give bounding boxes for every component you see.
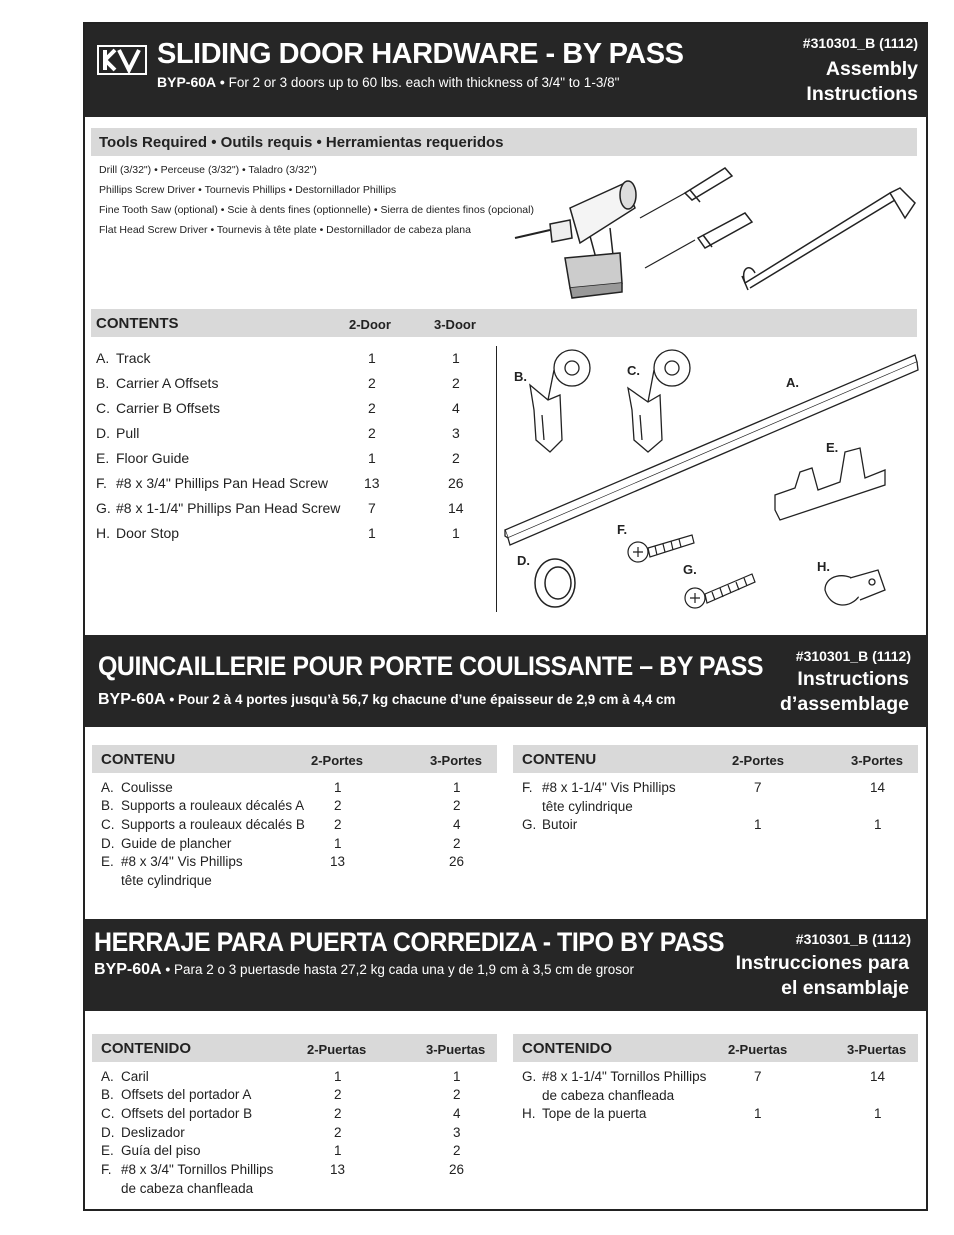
- item-qty-2: 2: [334, 1087, 342, 1102]
- floor-guide-icon: [775, 448, 885, 520]
- item-letter: E.: [96, 450, 110, 466]
- spanish-doc-type-1: Instrucciones para: [735, 952, 909, 974]
- spanish-contents-header-left: [92, 1034, 497, 1062]
- item-name: Deslizador: [121, 1125, 185, 1140]
- item-name: Tope de la puerta: [542, 1106, 647, 1121]
- item-qty-2: 13: [330, 854, 346, 869]
- item-name: #8 x 3/4" Tornillos Phillips: [121, 1162, 274, 1177]
- item-qty-3: 14: [870, 780, 886, 795]
- tools-heading: Tools Required • Outils requis • Herramientas requeridos: [99, 134, 504, 151]
- pull-icon: [535, 559, 575, 607]
- item-qty-2: 2: [334, 798, 342, 813]
- item-name-line2: tête cylindrique: [542, 799, 633, 814]
- item-qty-2: 2: [334, 817, 342, 832]
- item-qty-3: 4: [452, 400, 460, 416]
- item-qty-2: 7: [368, 500, 376, 516]
- item-letter: H.: [522, 1106, 536, 1121]
- item-name: Offsets del portador B: [121, 1106, 253, 1121]
- part-label-d: D.: [517, 553, 530, 568]
- item-qty-3: 2: [452, 450, 460, 466]
- english-description: For 2 or 3 doors up to 60 lbs. each with thickness of 3/4" to 1-3/8": [228, 75, 620, 90]
- french-contents-heading: CONTENU: [522, 751, 597, 768]
- spanish-column-3: 3-Puertas: [847, 1042, 907, 1057]
- tool-item: Flat Head Screw Driver • Tournevis à tête plate • Destornillador de cabeza plana: [99, 224, 471, 236]
- french-column-2: 2-Portes: [732, 753, 785, 768]
- item-qty-3: 1: [452, 525, 460, 541]
- item-name: Guide de plancher: [121, 836, 232, 851]
- spanish-description: Para 2 o 3 puertasde hasta 27,2 kg cada una y de 1,9 cm à 3,5 cm de grosor: [174, 962, 635, 977]
- english-bullet: •: [219, 74, 225, 90]
- contents-heading: CONTENTS: [96, 315, 179, 332]
- french-column-3: 3-Portes: [851, 753, 904, 768]
- spanish-column-3: 3-Puertas: [426, 1042, 486, 1057]
- item-letter: H.: [96, 525, 110, 541]
- item-qty-3: 4: [453, 817, 461, 832]
- item-name: Pull: [116, 425, 140, 441]
- item-qty-2: 7: [754, 1069, 762, 1084]
- item-letter: E.: [101, 1143, 114, 1158]
- item-qty-3: 1: [453, 1069, 461, 1084]
- item-qty-3: 14: [448, 500, 464, 516]
- english-subtitle: [157, 74, 619, 90]
- contents-header: [91, 309, 917, 337]
- french-subtitle: [98, 691, 675, 709]
- part-label-f: F.: [617, 522, 628, 537]
- item-qty-3: 4: [453, 1106, 461, 1121]
- item-letter: A.: [96, 350, 110, 366]
- item-qty-3: 1: [874, 1106, 882, 1121]
- part-label-e: E.: [826, 440, 839, 455]
- english-header-band: [85, 24, 928, 117]
- item-qty-3: 2: [453, 798, 461, 813]
- english-title: SLIDING DOOR HARDWARE - BY PASS: [157, 38, 684, 70]
- screw-icon: [628, 535, 694, 562]
- kv-logo: [97, 45, 147, 75]
- item-qty-2: 1: [368, 450, 376, 466]
- spanish-column-2: 2-Puertas: [728, 1042, 788, 1057]
- part-label-a: A.: [786, 375, 799, 390]
- french-doc-number: #310301_B (1112): [795, 648, 911, 664]
- spanish-subtitle: [94, 961, 634, 979]
- item-letter: D.: [96, 425, 110, 441]
- part-label-g: G.: [683, 562, 697, 577]
- spanish-model: BYP-60A: [94, 961, 162, 978]
- item-qty-3: 26: [448, 475, 464, 491]
- item-name: Supports a rouleaux décalés A: [121, 798, 305, 813]
- french-header-band: [85, 635, 928, 727]
- item-letter: C.: [101, 817, 115, 832]
- item-letter: B.: [101, 798, 114, 813]
- item-letter: C.: [96, 400, 110, 416]
- tool-item: Phillips Screw Driver • Tournevis Phillips • Destornillador Phillips: [99, 184, 397, 196]
- french-bullet: •: [169, 691, 175, 707]
- item-letter: D.: [101, 1125, 115, 1140]
- tool-item: Drill (3/32") • Perceuse (3/32") • Taladro (3/32"): [99, 164, 317, 176]
- item-qty-3: 2: [452, 375, 460, 391]
- item-qty-2: 1: [368, 525, 376, 541]
- item-qty-3: 14: [870, 1069, 886, 1084]
- screw-icon: [685, 574, 755, 608]
- part-label-b: B.: [514, 369, 527, 384]
- french-contents-header-left: [92, 745, 497, 773]
- spanish-doc-number: #310301_B (1112): [795, 931, 911, 947]
- french-model: BYP-60A: [98, 691, 166, 708]
- item-qty-2: 2: [368, 425, 376, 441]
- carrier-a-icon: [530, 350, 590, 452]
- item-letter: A.: [101, 780, 114, 795]
- tools-header: [91, 128, 917, 156]
- spanish-doc-type-2: el ensamblaje: [781, 977, 909, 999]
- item-qty-3: 3: [453, 1125, 461, 1140]
- item-qty-3: 2: [453, 1143, 461, 1158]
- item-qty-2: 2: [334, 1125, 342, 1140]
- item-letter: A.: [101, 1069, 114, 1084]
- item-name: Offsets del portador A: [121, 1087, 252, 1102]
- item-name: Supports a rouleaux décalés B: [121, 817, 305, 832]
- english-doc-type-1: Assembly: [825, 58, 918, 80]
- english-doc-type-2: Instructions: [806, 83, 918, 105]
- item-qty-2: 13: [364, 475, 380, 491]
- drill-icon: [515, 181, 636, 298]
- door-stop-icon: [825, 570, 885, 605]
- item-qty-3: 2: [453, 1087, 461, 1102]
- item-qty-2: 1: [368, 350, 376, 366]
- item-letter: F.: [96, 475, 107, 491]
- spanish-contents-heading: CONTENIDO: [522, 1040, 612, 1057]
- item-qty-2: 1: [334, 1069, 342, 1084]
- item-qty-3: 1: [874, 817, 882, 832]
- tools-illustration: [510, 158, 920, 303]
- item-name: #8 x 1-1/4" Vis Phillips: [542, 780, 676, 795]
- french-contents-header-right: [513, 745, 918, 773]
- item-name: Coulisse: [121, 780, 173, 795]
- item-name: Floor Guide: [116, 450, 190, 466]
- spanish-title: HERRAJE PARA PUERTA CORREDIZA - TIPO BY PASS: [94, 927, 725, 957]
- item-name: #8 x 1-1/4" Phillips Pan Head Screw: [116, 500, 341, 516]
- item-qty-3: 26: [449, 854, 465, 869]
- item-name-line2: tête cylindrique: [121, 873, 212, 888]
- item-qty-2: 2: [368, 375, 376, 391]
- item-qty-2: 1: [334, 1143, 342, 1158]
- divider: [496, 346, 497, 612]
- item-letter: C.: [101, 1106, 115, 1121]
- french-column-2: 2-Portes: [311, 753, 364, 768]
- parts-illustration: [500, 340, 920, 620]
- item-name: #8 x 1-1/4" Tornillos Phillips: [542, 1069, 707, 1084]
- item-qty-3: 3: [452, 425, 460, 441]
- item-qty-2: 2: [334, 1106, 342, 1121]
- item-name-line2: de cabeza chanfleada: [121, 1181, 254, 1196]
- spanish-column-2: 2-Puertas: [307, 1042, 367, 1057]
- french-description: Pour 2 à 4 portes jusqu’à 56,7 kg chacune d’une épaisseur de 2,9 cm à 4,4 cm: [178, 692, 676, 707]
- item-qty-2: 2: [368, 400, 376, 416]
- spanish-contents-header-right: [513, 1034, 918, 1062]
- tools-list: [99, 160, 534, 240]
- item-name: #8 x 3/4" Phillips Pan Head Screw: [116, 475, 328, 491]
- part-label-c: C.: [627, 363, 640, 378]
- item-qty-2: 1: [754, 1106, 762, 1121]
- item-name: Guía del piso: [121, 1143, 201, 1158]
- item-name: Caril: [121, 1069, 149, 1084]
- french-doc-type-2: d’assemblage: [780, 693, 909, 715]
- item-letter: F.: [101, 1162, 112, 1177]
- item-letter: G.: [522, 1069, 537, 1084]
- item-name: Butoir: [542, 817, 578, 832]
- hacksaw-icon: [742, 188, 915, 290]
- item-letter: E.: [101, 854, 114, 869]
- item-letter: D.: [101, 836, 115, 851]
- spanish-bullet: •: [165, 961, 171, 977]
- item-letter: B.: [101, 1087, 114, 1102]
- item-letter: G.: [522, 817, 537, 832]
- item-qty-3: 1: [452, 350, 460, 366]
- column-3-door: 3-Door: [434, 317, 476, 332]
- item-qty-2: 13: [330, 1162, 346, 1177]
- phillips-screwdriver-icon: [640, 168, 732, 218]
- flat-screwdriver-icon: [645, 213, 752, 268]
- spanish-contents-heading: CONTENIDO: [101, 1040, 191, 1057]
- item-qty-2: 1: [754, 817, 762, 832]
- item-name: Track: [116, 350, 151, 366]
- item-qty-3: 26: [449, 1162, 465, 1177]
- french-column-3: 3-Portes: [430, 753, 483, 768]
- item-name: Carrier A Offsets: [116, 375, 219, 391]
- item-name: #8 x 3/4" Vis Phillips: [121, 854, 243, 869]
- french-contents-heading: CONTENU: [101, 751, 176, 768]
- item-name-line2: de cabeza chanfleada: [542, 1088, 675, 1103]
- item-qty-2: 7: [754, 780, 762, 795]
- french-doc-type-1: Instructions: [797, 668, 909, 690]
- column-2-door: 2-Door: [349, 317, 391, 332]
- item-qty-2: 1: [334, 780, 342, 795]
- english-model: BYP-60A: [157, 74, 217, 90]
- item-letter: G.: [96, 500, 111, 516]
- item-name: Door Stop: [116, 525, 180, 541]
- item-qty-2: 1: [334, 836, 342, 851]
- spanish-header-band: [85, 919, 928, 1011]
- french-title: QUINCAILLERIE POUR PORTE COULISSANTE – BY PASS: [98, 651, 764, 681]
- item-letter: F.: [522, 780, 533, 795]
- english-doc-number: #310301_B (1112): [802, 35, 918, 51]
- item-qty-3: 2: [453, 836, 461, 851]
- item-letter: B.: [96, 375, 110, 391]
- item-name: Carrier B Offsets: [116, 400, 220, 416]
- tool-item: Fine Tooth Saw (optional) • Scie à dents fines (optionnelle) • Sierra de dientes finos (opcional): [99, 204, 534, 216]
- item-qty-3: 1: [453, 780, 461, 795]
- part-label-h: H.: [817, 559, 830, 574]
